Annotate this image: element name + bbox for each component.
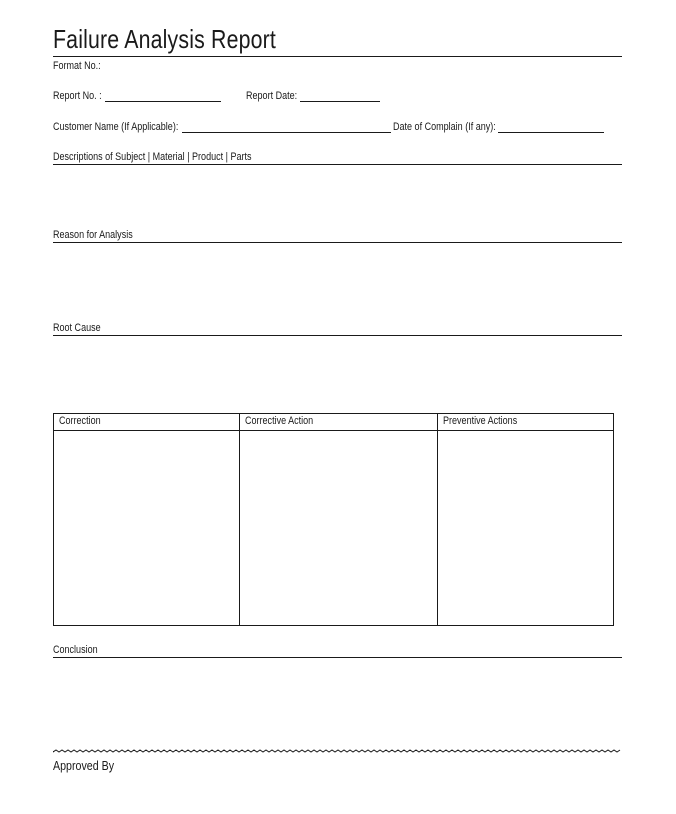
description-underline bbox=[53, 164, 622, 165]
report-no-label: Report No. : bbox=[53, 90, 102, 102]
date-of-complain-field[interactable] bbox=[498, 132, 604, 133]
column-header-preventive-actions: Preventive Actions bbox=[443, 415, 518, 427]
actions-table-header bbox=[54, 414, 613, 431]
reason-heading: Reason for Analysis bbox=[53, 229, 133, 241]
preventive-actions-cell[interactable] bbox=[438, 431, 613, 625]
date-of-complain-label: Date of Complain (If any): bbox=[393, 121, 496, 133]
report-date-label: Report Date: bbox=[246, 90, 298, 102]
correction-cell[interactable] bbox=[54, 431, 239, 625]
reason-underline bbox=[53, 242, 622, 243]
report-title: Failure Analysis Report bbox=[53, 24, 277, 54]
approved-by-label: Approved By bbox=[53, 758, 115, 773]
corrective-action-cell[interactable] bbox=[240, 431, 437, 625]
customer-name-label: Customer Name (If Applicable): bbox=[53, 121, 179, 133]
conclusion-heading: Conclusion bbox=[53, 644, 98, 656]
title-underline bbox=[53, 56, 622, 57]
description-heading: Descriptions of Subject | Material | Product | Parts bbox=[53, 151, 252, 163]
root-cause-heading: Root Cause bbox=[53, 322, 101, 334]
column-header-correction: Correction bbox=[59, 415, 101, 427]
actions-table bbox=[53, 413, 614, 626]
conclusion-underline bbox=[53, 657, 622, 658]
report-no-field[interactable] bbox=[105, 101, 221, 102]
signature-line bbox=[53, 747, 622, 755]
column-header-corrective-action: Corrective Action bbox=[245, 415, 314, 427]
format-no-label: Format No.: bbox=[53, 60, 101, 72]
root-cause-underline bbox=[53, 335, 622, 336]
customer-name-field[interactable] bbox=[182, 132, 391, 133]
report-date-field[interactable] bbox=[300, 101, 380, 102]
